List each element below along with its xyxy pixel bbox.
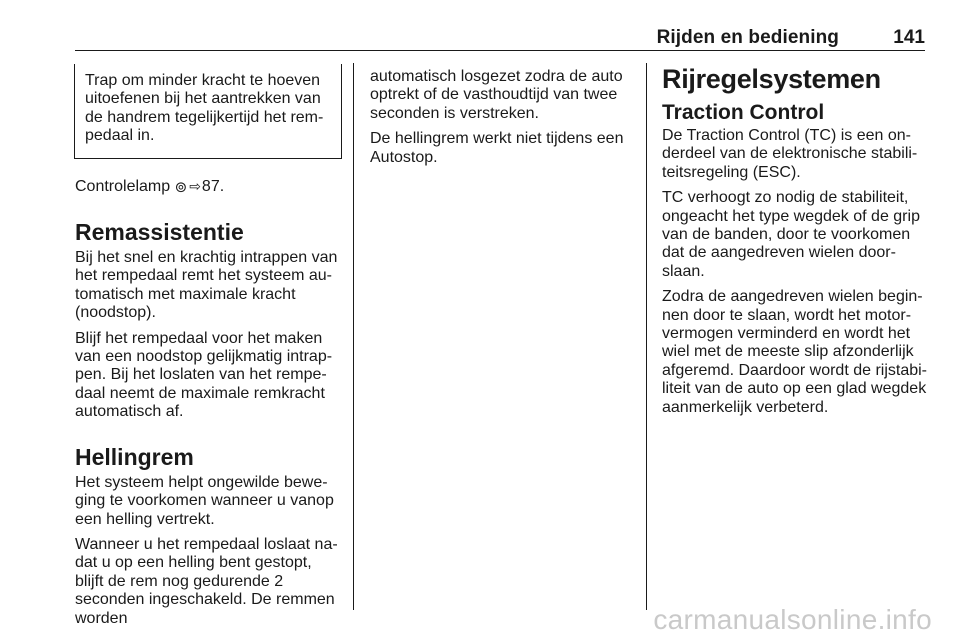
paragraph: Blijf het rempedaal voor het maken van een noodstop gelijkmatig intrap-pen. Bij het loslaten van het rempe-daal neemt de maximale remkracht automatisch af. bbox=[75, 329, 333, 421]
note-box bbox=[74, 64, 342, 159]
watermark: carmanualsonline.info bbox=[653, 604, 932, 635]
paragraph: Het systeem helpt ongewilde bewe-ging te voorkomen wanneer u vanop een helling vertrekt. bbox=[75, 473, 334, 528]
paragraph: Wanneer u het rempedaal loslaat na-dat u op een helling bent gestopt, blijft de rem nog gedurende 2 seconden ingeschakeld. De remmen worden bbox=[75, 535, 338, 627]
section-title-remassistentie: Remassistentie bbox=[75, 219, 244, 246]
page-reference-icon: ⇨ bbox=[189, 177, 201, 194]
section-title-traction-control: Traction Control bbox=[662, 101, 825, 124]
paragraph: Zodra de aangedreven wielen begin-nen door te slaan, wordt het motor-vermogen verminderd en wordt het wiel met de meeste slip afzonderlijk afgeremd. Daardoor wordt de rijstabi-liteit van de auto op een glad wegdek aanmerkelijk verbeterd. bbox=[662, 288, 928, 416]
warning-ref-prefix: Controlelamp bbox=[75, 177, 171, 195]
warning-lamp-reference bbox=[75, 177, 342, 197]
section-title-hellingrem: Hellingrem bbox=[75, 443, 194, 470]
paragraph: De Traction Control (TC) is een on-derdeel van de elektronische stabili-teitsregeling (ESC). bbox=[662, 127, 918, 181]
page-number: 141 bbox=[893, 27, 925, 48]
page-header bbox=[75, 27, 925, 51]
column-divider-left bbox=[353, 63, 354, 610]
column-middle bbox=[370, 64, 634, 167]
warning-lamp-icon: ⊚ bbox=[174, 178, 188, 196]
paragraph: De hellingrem werkt niet tijdens een Autostop. bbox=[370, 130, 624, 166]
paragraph: automatisch losgezet zodra de auto optrekt of de vasthoudtijd van twee seconden is verstreken. bbox=[370, 68, 623, 122]
header-rule bbox=[75, 50, 925, 51]
warning-ref-page: 87. bbox=[201, 177, 225, 195]
column-left bbox=[75, 64, 342, 628]
paragraph: Bij het snel en krachtig intrappen van het rempedaal remt het systeem au-tomatisch met maximale kracht (noodstop). bbox=[75, 249, 338, 322]
header-title: Rijden en bediening bbox=[656, 27, 839, 48]
column-divider-right bbox=[646, 63, 647, 610]
paragraph: TC verhoogt zo nodig de stabiliteit, ongeacht het type wegdek of de grip van de banden, door te voorkomen dat de aangedreven wielen door-slaan. bbox=[662, 189, 920, 280]
column-right bbox=[662, 64, 927, 417]
chapter-title: Rijregelsystemen bbox=[662, 64, 881, 94]
note-text: Trap om minder kracht te hoeven uitoefenen bij het aantrekken van de handrem tegelijkertijd het rem-pedaal in. bbox=[85, 72, 324, 145]
